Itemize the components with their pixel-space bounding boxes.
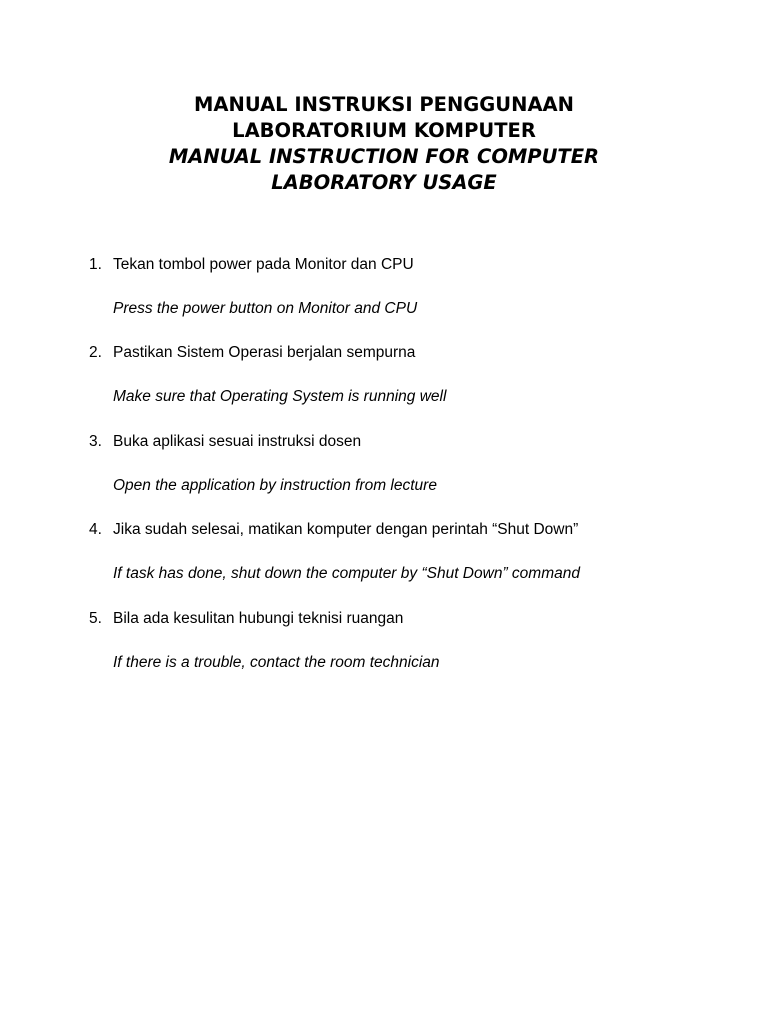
step-english-text: If there is a trouble, contact the room technician bbox=[113, 654, 440, 671]
title-english-line-1: MANUAL INSTRUCTION FOR COMPUTER bbox=[168, 145, 600, 168]
step-indonesian-text: Tekan tombol power pada Monitor dan CPU bbox=[113, 256, 414, 273]
title-indonesian-line-2: LABORATORIUM KOMPUTER bbox=[232, 119, 536, 142]
step-number: 5. bbox=[89, 610, 102, 627]
step-number: 1. bbox=[89, 256, 102, 273]
step-english-text: Make sure that Operating System is running well bbox=[113, 388, 447, 405]
step-indonesian-text: Bila ada kesulitan hubungi teknisi ruangan bbox=[113, 610, 404, 627]
step-number: 4. bbox=[89, 521, 102, 538]
step-number: 2. bbox=[89, 344, 102, 361]
step-indonesian-text: Jika sudah selesai, matikan komputer dengan perintah “Shut Down” bbox=[113, 521, 579, 538]
step-english-text: Open the application by instruction from lecture bbox=[113, 477, 437, 494]
step-number: 3. bbox=[89, 433, 102, 450]
step-indonesian-text: Buka aplikasi sesuai instruksi dosen bbox=[113, 433, 362, 450]
step-english-text: Press the power button on Monitor and CPU bbox=[113, 300, 418, 317]
step-indonesian-text: Pastikan Sistem Operasi berjalan sempurna bbox=[113, 344, 416, 361]
step-english-text: If task has done, shut down the computer by “Shut Down” command bbox=[113, 565, 580, 582]
title-indonesian-line-1: MANUAL INSTRUKSI PENGGUNAAN bbox=[194, 93, 574, 116]
title-english-line-2: LABORATORY USAGE bbox=[271, 171, 497, 194]
